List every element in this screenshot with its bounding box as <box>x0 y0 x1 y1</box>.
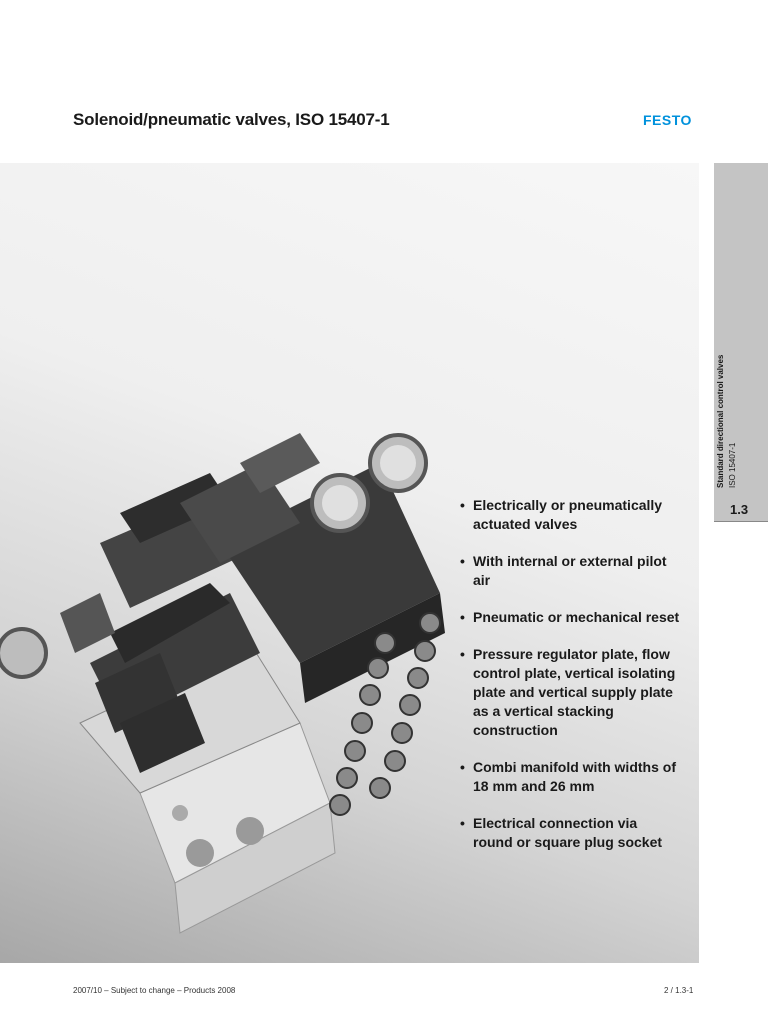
section-category: Standard directional control valves <box>716 354 725 488</box>
tab-divider <box>714 521 768 522</box>
festo-logo: FESTO <box>643 112 692 128</box>
feature-item: • Combi manifold with widths of 18 mm and 26 mm <box>460 758 680 796</box>
footer-note: 2007/10 – Subject to change – Products 2008 <box>73 986 236 995</box>
feature-item: • Electrically or pneumatically actuated valves <box>460 496 680 534</box>
page-title: Solenoid/pneumatic valves, ISO 15407-1 <box>73 110 390 129</box>
feature-item: • Electrical connection via round or square plug socket <box>460 814 680 852</box>
page-number: 2 / 1.3-1 <box>664 986 694 995</box>
feature-item: • Pneumatic or mechanical reset <box>460 608 680 627</box>
section-number: 1.3 <box>730 502 749 517</box>
section-standard: ISO 15407-1 <box>728 442 737 488</box>
feature-list <box>460 496 680 870</box>
feature-item: • Pressure regulator plate, flow control plate, vertical isolating plate and vertical supply plate as a vertical stacking construction <box>460 645 680 740</box>
feature-item: • With internal or external pilot air <box>460 552 680 590</box>
section-tab-label <box>715 338 739 488</box>
